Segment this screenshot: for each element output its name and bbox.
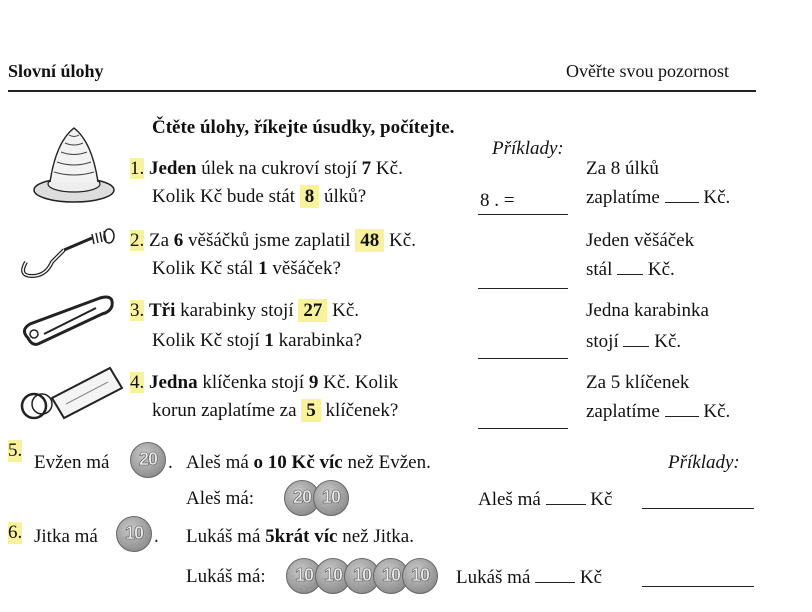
task-4-answer-unit: Kč. bbox=[703, 401, 731, 422]
task-1-question-end: úlků? bbox=[319, 186, 367, 207]
task-3-question-end: karabinka? bbox=[273, 330, 363, 351]
task-1-line-1 bbox=[130, 158, 403, 180]
task-4-example-line[interactable] bbox=[478, 428, 568, 429]
coin-icon bbox=[402, 558, 438, 594]
task-1-bold-word: Jeden bbox=[149, 158, 197, 179]
coin-value: 10 bbox=[352, 565, 372, 585]
task-3-answer-1: Jedna karabinka bbox=[586, 300, 709, 321]
task-1-example: 8 . = bbox=[480, 190, 515, 211]
task-6-answer-unit: Kč bbox=[579, 567, 603, 588]
task-1-answer-blank[interactable] bbox=[665, 186, 699, 203]
task-6-bold: 5krát víc bbox=[265, 526, 338, 547]
task-6-text-b: než Jitka. bbox=[337, 526, 414, 547]
task-1-unit: Kč. bbox=[371, 158, 403, 179]
coin-icon bbox=[116, 516, 152, 552]
task-6-statement bbox=[186, 526, 414, 548]
task-4-text: klíčenka stojí bbox=[197, 372, 309, 393]
task-5-text-b: než Evžen. bbox=[342, 452, 431, 473]
task-6-answer bbox=[456, 566, 602, 589]
task-2-answer-2 bbox=[586, 258, 675, 281]
instruction: Čtěte úlohy, říkejte úsudky, počítejte. bbox=[152, 117, 455, 138]
task-4-line-1 bbox=[130, 372, 398, 394]
task-3-answer-unit: Kč. bbox=[654, 331, 682, 352]
task-5-dot: . bbox=[168, 452, 173, 473]
task-3-number: 3. bbox=[130, 300, 145, 321]
coin-value: 10 bbox=[124, 523, 144, 543]
task-2-highlight-number: 48 bbox=[355, 229, 384, 252]
cookie-cutter-icon bbox=[28, 122, 120, 208]
task-5-coin bbox=[130, 442, 166, 478]
task-5-text-a: Aleš má bbox=[186, 452, 254, 473]
task-5-examples-label: Příklady: bbox=[668, 452, 740, 473]
coin-value: 20 bbox=[292, 487, 312, 507]
coin-value: 10 bbox=[321, 487, 341, 507]
task-4-number: 4. bbox=[130, 372, 145, 393]
task-3-unit: Kč. bbox=[327, 300, 359, 321]
task-2-text-a: Za bbox=[149, 230, 174, 251]
task-2-answer-blank[interactable] bbox=[617, 258, 643, 275]
coin-value: 10 bbox=[381, 565, 401, 585]
task-2-count: 6 bbox=[173, 230, 184, 251]
task-2-line-1 bbox=[130, 230, 416, 252]
coin-value: 10 bbox=[410, 565, 430, 585]
task-2-answer-unit: Kč. bbox=[647, 259, 675, 280]
task-3-bold-word: Tři bbox=[149, 300, 176, 321]
task-4-answer-blank[interactable] bbox=[665, 400, 699, 417]
task-2-answer-verb: stál bbox=[586, 259, 613, 280]
task-4-answer-1: Za 5 klíčenek bbox=[586, 372, 690, 393]
task-1-highlight-number: 8 bbox=[300, 185, 320, 208]
task-3-answer-verb: stojí bbox=[586, 331, 619, 352]
task-2-text-b: věšáčků jsme zaplatil bbox=[183, 230, 356, 251]
task-3-one: 1 bbox=[264, 330, 274, 351]
task-1-answer-1: Za 8 úlků bbox=[586, 158, 659, 179]
carabiner-icon bbox=[18, 292, 118, 352]
task-5-has-label: Aleš má: bbox=[186, 488, 255, 509]
task-6-example-line[interactable] bbox=[642, 586, 754, 587]
hook-icon bbox=[12, 222, 122, 282]
coin-value: 10 bbox=[294, 565, 314, 585]
task-3-example-line[interactable] bbox=[478, 358, 568, 359]
coin-icon bbox=[313, 480, 349, 516]
task-1-example-line bbox=[478, 214, 568, 215]
task-2-line-2 bbox=[152, 258, 341, 280]
task-3-highlight-number: 27 bbox=[298, 299, 327, 322]
task-1-text: úlek na cukroví stojí bbox=[196, 158, 362, 179]
task-6-answer-blank[interactable] bbox=[535, 566, 575, 583]
task-1-line-2 bbox=[152, 186, 366, 208]
coin-value: 20 bbox=[138, 449, 158, 469]
task-1-answer-unit: Kč. bbox=[703, 187, 731, 208]
task-3-answer-blank[interactable] bbox=[623, 330, 649, 347]
task-2-answer-1: Jeden věšáček bbox=[586, 230, 695, 251]
task-6-dot: . bbox=[154, 526, 159, 547]
task-5-example-line[interactable] bbox=[642, 508, 754, 509]
task-4-line-2 bbox=[152, 400, 398, 422]
task-6-number: 6. bbox=[8, 522, 23, 543]
task-5-bold: o 10 Kč víc bbox=[253, 452, 343, 473]
task-5-answer bbox=[478, 488, 612, 511]
task-3-line-2 bbox=[152, 330, 362, 352]
task-4-question: korun zaplatíme za bbox=[152, 400, 302, 421]
keyring-icon bbox=[14, 362, 126, 426]
task-5-statement bbox=[186, 452, 431, 474]
coin-icon bbox=[130, 442, 166, 478]
task-5-answer-unit: Kč bbox=[590, 489, 613, 510]
task-1-price: 7 bbox=[361, 158, 372, 179]
task-3-line-1 bbox=[130, 300, 359, 322]
task-6-text-a: Lukáš má bbox=[186, 526, 266, 547]
section-title: Slovní úlohy bbox=[8, 61, 104, 81]
task-3-text: karabinky stojí bbox=[175, 300, 299, 321]
task-2-number: 2. bbox=[130, 230, 145, 251]
task-2-question: Kolik Kč stál bbox=[152, 258, 259, 279]
task-2-unit: Kč. bbox=[384, 230, 416, 251]
task-6-answer-label: Lukáš má bbox=[456, 567, 531, 588]
task-5-number: 5. bbox=[8, 440, 23, 461]
task-4-text-end: Kč. Kolik bbox=[318, 372, 399, 393]
task-6-coins bbox=[286, 558, 431, 594]
task-5-name: Evžen má bbox=[34, 452, 110, 473]
task-4-question-end: klíčenek? bbox=[320, 400, 399, 421]
task-1-answer-2 bbox=[586, 186, 730, 209]
section-subtitle: Ověřte svou pozornost bbox=[566, 61, 729, 81]
task-3-question: Kolik Kč stojí bbox=[152, 330, 265, 351]
task-2-one: 1 bbox=[258, 258, 268, 279]
task-2-question-end: věšáček? bbox=[267, 258, 341, 279]
task-1-number: 1. bbox=[130, 158, 145, 179]
task-5-answer-blank[interactable] bbox=[546, 488, 586, 505]
task-5-coins bbox=[284, 480, 342, 516]
task-4-highlight-number: 5 bbox=[301, 399, 321, 422]
task-3-answer-2 bbox=[586, 330, 681, 353]
examples-label: Příklady: bbox=[492, 138, 564, 159]
coin-value: 10 bbox=[323, 565, 343, 585]
header-rule bbox=[8, 90, 756, 92]
task-1-answer-verb: zaplatíme bbox=[586, 187, 660, 208]
task-4-price: 9 bbox=[308, 372, 319, 393]
task-6-has-label: Lukáš má: bbox=[186, 566, 266, 587]
task-6-coin bbox=[116, 516, 152, 552]
task-4-bold-word: Jedna bbox=[149, 372, 198, 393]
task-6-name: Jitka má bbox=[34, 526, 98, 547]
task-4-answer-verb: zaplatíme bbox=[586, 401, 660, 422]
task-5-answer-label: Aleš má bbox=[478, 489, 541, 510]
task-1-question: Kolik Kč bude stát bbox=[152, 186, 300, 207]
task-4-answer-2 bbox=[586, 400, 730, 423]
task-2-example-line[interactable] bbox=[478, 288, 568, 289]
